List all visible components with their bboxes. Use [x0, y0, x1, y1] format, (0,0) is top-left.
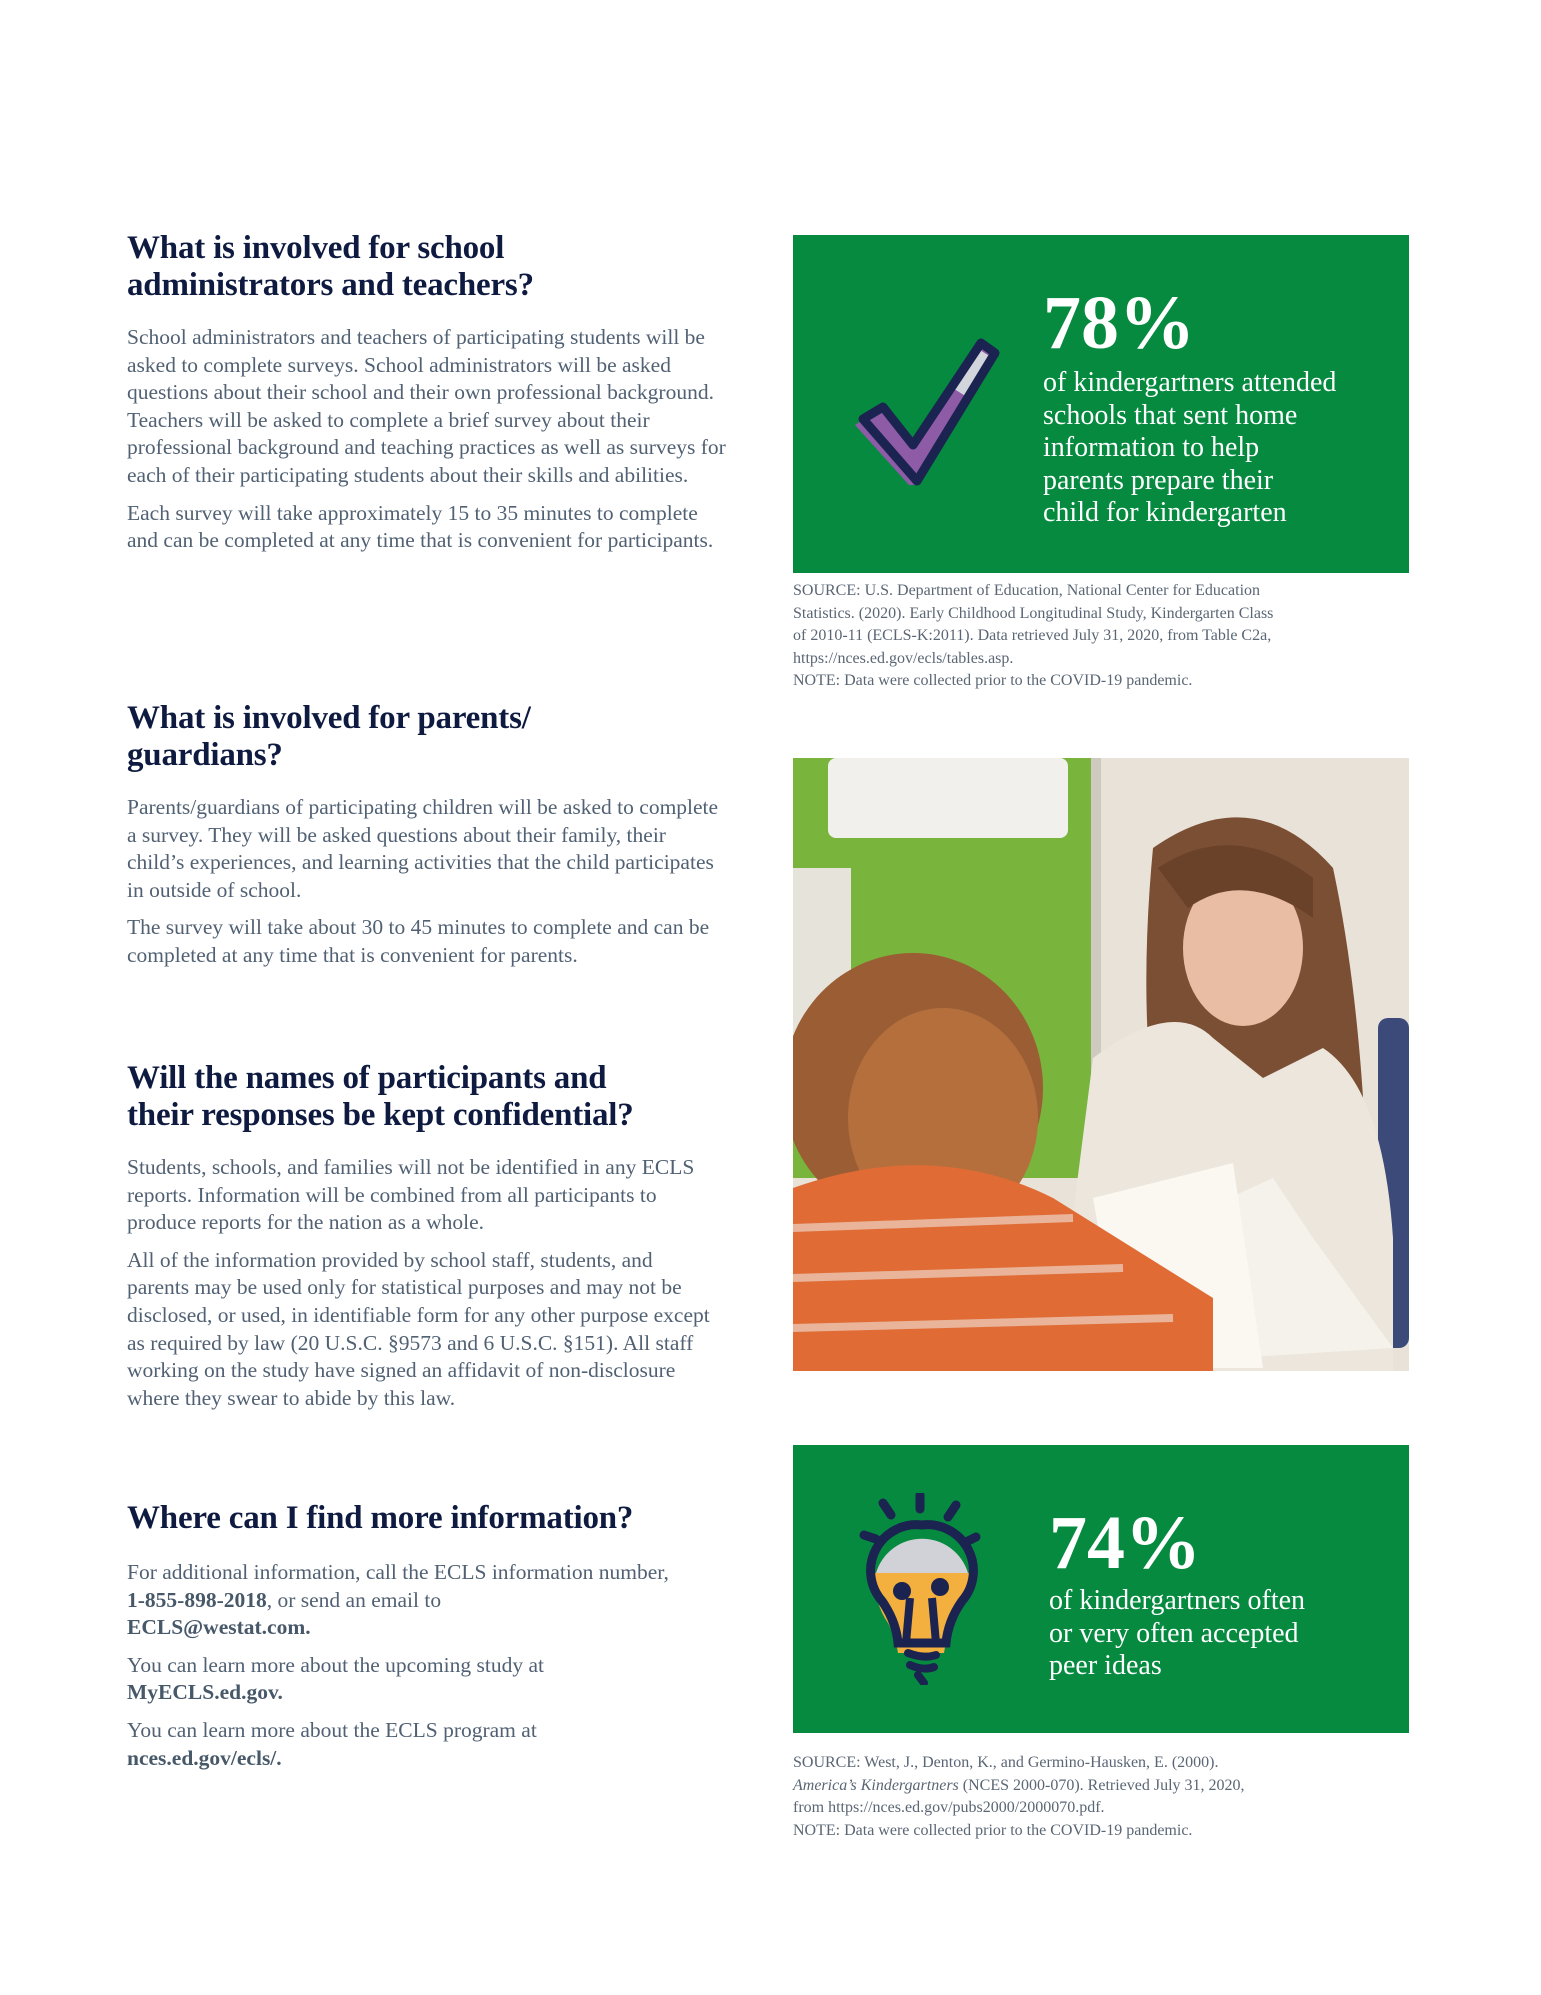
heading-line: What is involved for parents/: [127, 700, 531, 736]
section-heading: [127, 1060, 737, 1134]
stat-description: [1049, 1585, 1305, 1683]
stat-box-74: [793, 1445, 1409, 1733]
stat-line: of kindergartners attended: [1043, 367, 1337, 398]
source-line: [793, 1775, 1413, 1798]
source-line: https://nces.ed.gov/ecls/tables.asp.: [793, 649, 1014, 667]
paragraph: The survey will take about 30 to 45 minutes to complete and can be completed at any time that is convenient for parents.: [127, 915, 710, 967]
source-text: (NCES 2000-070). Retrieved July 31, 2020,: [958, 1776, 1245, 1794]
stat-line: parents prepare their: [1043, 464, 1274, 496]
stat-line: peer ideas: [1049, 1650, 1162, 1681]
stat-box-78: [793, 235, 1409, 573]
study-paragraph: [127, 1652, 627, 1707]
paragraph: Parents/guardians of participating children will be asked to complete a survey. They will be asked questions about their family, their child’s experiences, and learning activities that the child participates in outside of school.: [127, 795, 719, 902]
paragraph: Students, schools, and families will not be identified in any ECLS reports. Information will be combined from all participants to produce reports for the nation as a whole.: [127, 1155, 695, 1235]
stat-line: or very often accepted: [1049, 1617, 1299, 1649]
teacher-child-photo: [793, 758, 1409, 1371]
source-line: from https://nces.ed.gov/pubs2000/2000070.pdf.: [793, 1799, 1105, 1816]
myecls-link[interactable]: MyECLS.ed.gov.: [127, 1680, 283, 1705]
heading-line: What is involved for school: [127, 230, 505, 266]
section-more-info: [127, 1500, 747, 1772]
program-paragraph: [127, 1717, 607, 1772]
section-parents: [127, 700, 727, 970]
source-line: Statistics. (2020). Early Childhood Longitudinal Study, Kindergarten Class: [793, 604, 1274, 622]
phone-link[interactable]: 1-855-898-2018: [127, 1587, 267, 1612]
study-text: You can learn more about the upcoming study at: [127, 1652, 544, 1677]
heading-line: Will the names of participants and: [127, 1060, 607, 1096]
paragraph: Each survey will take approximately 15 to 35 minutes to complete and can be completed at any time that is convenient for participants.: [127, 500, 714, 553]
source-line: of 2010-11 (ECLS-K:2011). Data retrieved July 31, 2020, from Table C2a,: [793, 627, 1272, 644]
checkmark-icon: [851, 335, 1001, 490]
stat-line: information to help: [1043, 432, 1260, 463]
section-heading: Where can I find more information?: [127, 1500, 634, 1536]
section-heading: [127, 230, 727, 304]
lightbulb-icon: [858, 1493, 993, 1685]
paragraph: All of the information provided by school staff, students, and parents may be used only for statistical purposes and may not be disclosed, or used, in identifiable form for any other purpose except as required by law (20 U.S.C. §9573 and 6 U.S.C. §151). All staff working on the study have signed an affidavit of non-disclosure where they swear to abide by this law.: [127, 1247, 710, 1410]
contact-text: , or send an email to: [266, 1587, 442, 1612]
source-line: SOURCE: U.S. Department of Education, National Center for Education: [793, 582, 1261, 599]
contact-text: For additional information, call the ECLS information number,: [127, 1560, 669, 1584]
paragraph: School administrators and teachers of participating students will be asked to complete surveys. School administrators will be asked questions about their school and their own professional background. Teachers will be asked to complete a brief survey about their professional background and teaching practices as well as surveys for each of their participating students about their skills and abilities.: [127, 325, 726, 487]
source-line: NOTE: Data were collected prior to the COVID-19 pandemic.: [793, 1821, 1193, 1839]
section-heading: [127, 700, 727, 774]
stat-line: schools that sent home: [1043, 399, 1298, 431]
contact-paragraph: [127, 1559, 687, 1642]
stat-description: [1043, 367, 1336, 530]
heading-line: administrators and teachers?: [127, 267, 534, 303]
heading-line: guardians?: [127, 737, 283, 773]
section-confidentiality: [127, 1060, 737, 1412]
email-link[interactable]: ECLS@westat.com.: [127, 1615, 311, 1640]
source-caption-1: [793, 580, 1413, 693]
stat-line: child for kindergarten: [1043, 497, 1287, 528]
heading-line: their responses be kept confidential?: [127, 1097, 634, 1133]
stat-value: 74%: [1049, 1501, 1201, 1585]
source-line: SOURCE: West, J., Denton, K., and Germino-Hausken, E. (2000).: [793, 1754, 1219, 1771]
source-caption-2: [793, 1752, 1413, 1842]
photo-illustration: [793, 758, 1409, 1371]
source-title: America’s Kindergartners: [793, 1776, 959, 1794]
source-line: NOTE: Data were collected prior to the COVID-19 pandemic.: [793, 672, 1193, 689]
stat-line: of kindergartners often: [1049, 1585, 1306, 1616]
stat-value: 78%: [1043, 281, 1195, 365]
program-text: You can learn more about the ECLS program at: [127, 1717, 537, 1742]
section-school-staff: [127, 230, 727, 555]
nces-link[interactable]: nces.ed.gov/ecls/.: [127, 1745, 282, 1770]
